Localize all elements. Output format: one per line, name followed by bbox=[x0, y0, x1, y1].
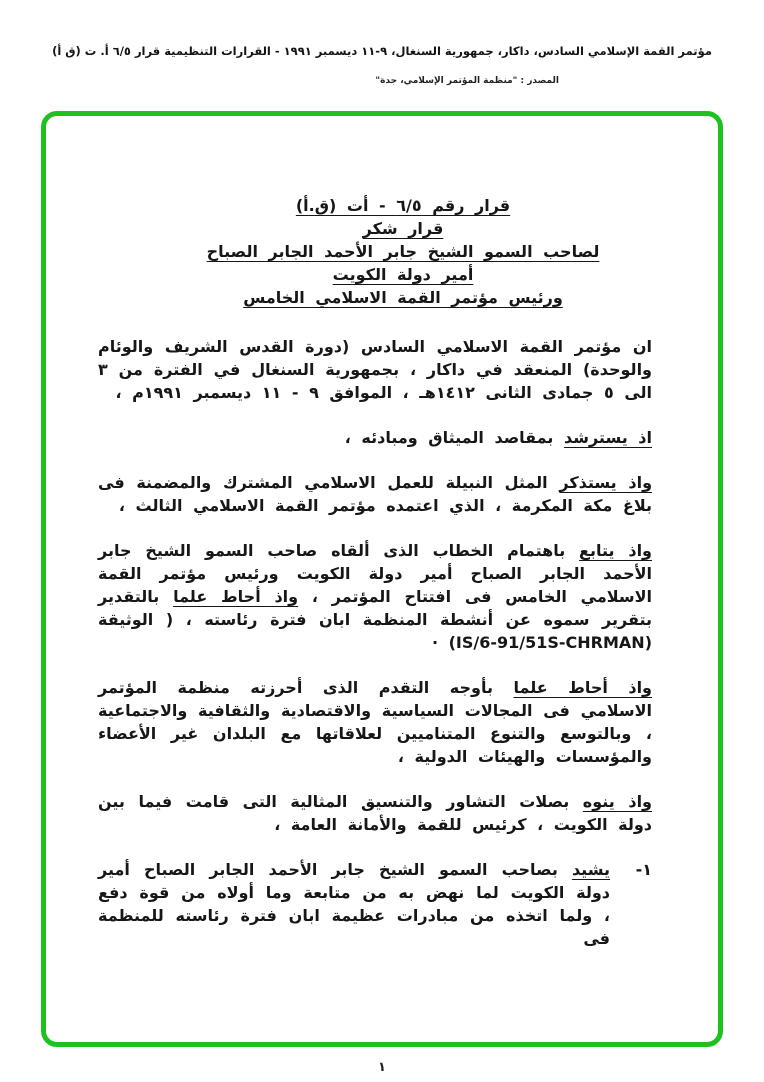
clause-paragraph-5 bbox=[98, 790, 652, 836]
clause-text: بصلات التشاور والتنسيق المثالية التى قامت فيما بين دولة الكويت ، كرئيس للقمة والأمانة العامة ، bbox=[98, 792, 652, 834]
clause-paragraph-3 bbox=[98, 539, 652, 654]
resolution-number-line: قرار رقم ٦/٥ - أت (ق.أ) bbox=[295, 196, 511, 215]
item-rest: بصاحب السمو الشيخ جابر الأحمد الجابر الصباح أمير دولة الكويت لما نهض به من متابعة وما أولاه من قوة دفع ، ولما اتخذه من مبادرات عظيمة ابان فترة رئاسته للمنظمة فى bbox=[98, 860, 610, 948]
clause-lead: واذ ينوه bbox=[582, 792, 652, 811]
clause-lead: واذ يستذكر bbox=[559, 473, 653, 492]
clause-text: باهتمام الخطاب الذى ألقاه صاحب السمو الشيخ جابر الأحمد الجابر الصباح أمير دولة الكويت ورئيس مؤتمر القمة الاسلامي الخامس فى افتتاح المؤتمر ، bbox=[98, 541, 653, 606]
clause-lead: واذ أحاط علما bbox=[173, 587, 299, 606]
clause-text: بالتقدير بتقرير سموه عن أنشطة المنظمة ابان فترة رئاسته ، ( الوثيقة (IS/6-91/51S-CHRMAN) · bbox=[98, 587, 652, 652]
clause-text: بأوجه التقدم الذى أحرزته منظمة المؤتمر الاسلامي فى المجالات السياسية والاقتصادية والثقافية والاجتماعية ، وبالتوسع والتنوع المتناميين لعلاقاتها مع البلدان غير الأعضاء والمؤسسات والهيئات الدولية ، bbox=[98, 678, 652, 766]
clause-text: بمقاصد الميثاق ومبادئه ، bbox=[344, 428, 564, 447]
resolution-dedication-line: لصاحب السمو الشيخ جابر الأحمد الجابر الصباح bbox=[206, 242, 600, 261]
document-header-line: مؤتمر القمة الإسلامي السادس، داكار، جمهورية السنغال، ٩-١١ ديسمبر ١٩٩١ - القرارات التنظيمية قرار ٦/٥ أ. ت (ق أ) bbox=[52, 44, 712, 58]
clause-paragraph-2 bbox=[98, 471, 652, 517]
clause-lead: واذ يتابع bbox=[579, 541, 652, 560]
resolution-type-line: قرار شكر bbox=[362, 219, 444, 238]
resolution-title-chairman-line: ورئيس مؤتمر القمة الاسلامي الخامس bbox=[243, 288, 563, 307]
document-body bbox=[46, 116, 718, 1042]
source-line: المصدر : "منظمة المؤتمر الإسلامي، جدة" bbox=[375, 76, 559, 86]
clause-paragraph-4 bbox=[98, 676, 652, 768]
item-number: ١- bbox=[635, 860, 652, 879]
item-lead: يشيد bbox=[571, 860, 610, 879]
resolution-title-emir-line: أمير دولة الكويت bbox=[332, 265, 474, 284]
page-number: ١ bbox=[378, 1060, 386, 1075]
preamble-paragraph: ان مؤتمر القمة الاسلامي السادس (دورة القدس الشريف والوئام والوحدة) المنعقد في داكار ، بجمهورية السنغال في الفترة من ٣ الى ٥ جمادى الثانى ١٤١٢هـ ، الموافق ٩ - ١١ ديسمبر ١٩٩١م ، bbox=[98, 337, 652, 402]
item-text bbox=[98, 858, 610, 950]
clause-text: المثل النبيلة للعمل الاسلامي المشترك والمضمنة فى بلاغ مكة المكرمة ، الذي اعتمده مؤتمر القمة الاسلامي الثالث ، bbox=[98, 473, 652, 515]
clause-lead: واذ أحاط علما bbox=[513, 678, 652, 697]
document-frame bbox=[41, 111, 723, 1047]
clause-paragraph-1 bbox=[98, 426, 652, 449]
resolution-title-block bbox=[126, 194, 680, 309]
resolution-item-1 bbox=[98, 858, 652, 950]
clause-lead: اذ يسترشد bbox=[563, 428, 652, 447]
